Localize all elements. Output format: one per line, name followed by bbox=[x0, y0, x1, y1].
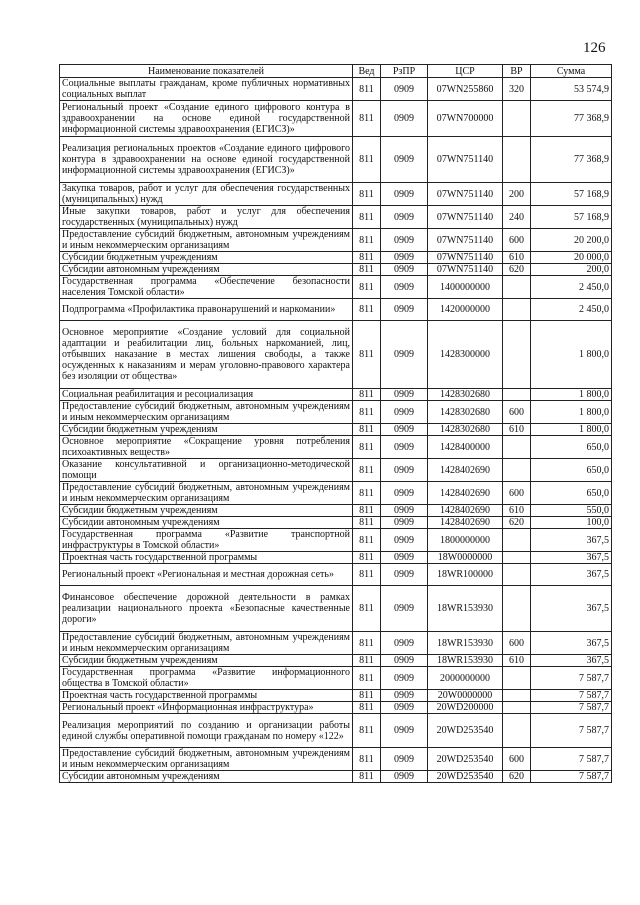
row-name: Реализация мероприятий по созданию и организации работы единой службы оперативной помощи гражданам по номеру «122» bbox=[60, 714, 353, 748]
row-ved: 811 bbox=[353, 137, 381, 183]
row-rzpr: 0909 bbox=[381, 206, 428, 229]
row-ved: 811 bbox=[353, 101, 381, 137]
row-csr: 1428302680 bbox=[428, 401, 503, 424]
row-sum: 1 800,0 bbox=[531, 389, 612, 401]
row-rzpr: 0909 bbox=[381, 702, 428, 714]
row-sum: 53 574,9 bbox=[531, 78, 612, 101]
row-name: Региональный проект «Создание единого цифрового контура в здравоохранении на основе единой государственной информационной системы здравоохранения (ЕГИСЗ)» bbox=[60, 101, 353, 137]
row-rzpr: 0909 bbox=[381, 401, 428, 424]
header-csr: ЦСР bbox=[428, 65, 503, 78]
row-csr: 20WD253540 bbox=[428, 771, 503, 783]
row-sum: 77 368,9 bbox=[531, 137, 612, 183]
row-name: Государственная программа «Развитие информационного общества в Томской области» bbox=[60, 667, 353, 690]
row-rzpr: 0909 bbox=[381, 78, 428, 101]
row-csr: 1428402690 bbox=[428, 482, 503, 505]
row-vr: 600 bbox=[503, 632, 531, 655]
row-sum: 77 368,9 bbox=[531, 101, 612, 137]
row-name: Основное мероприятие «Сокращение уровня потребления психоактивных веществ» bbox=[60, 436, 353, 459]
row-vr bbox=[503, 564, 531, 586]
table-row bbox=[60, 137, 612, 183]
row-vr bbox=[503, 389, 531, 401]
row-ved: 811 bbox=[353, 564, 381, 586]
row-rzpr: 0909 bbox=[381, 690, 428, 702]
row-ved: 811 bbox=[353, 299, 381, 321]
table-row bbox=[60, 667, 612, 690]
row-name: Предоставление субсидий бюджетным, автономным учреждениям и иным некоммерческим организациям bbox=[60, 482, 353, 505]
row-csr: 1428402690 bbox=[428, 459, 503, 482]
row-csr: 18WR153930 bbox=[428, 586, 503, 632]
row-csr: 20W0000000 bbox=[428, 690, 503, 702]
table-row bbox=[60, 632, 612, 655]
row-name: Финансовое обеспечение дорожной деятельности в рамках реализации национального проекта «Безопасные качественные дороги» bbox=[60, 586, 353, 632]
row-sum: 7 587,7 bbox=[531, 748, 612, 771]
table-row bbox=[60, 78, 612, 101]
row-ved: 811 bbox=[353, 505, 381, 517]
row-vr bbox=[503, 459, 531, 482]
row-ved: 811 bbox=[353, 517, 381, 529]
row-name: Субсидии автономным учреждениям bbox=[60, 264, 353, 276]
row-ved: 811 bbox=[353, 206, 381, 229]
row-vr: 600 bbox=[503, 401, 531, 424]
row-sum: 57 168,9 bbox=[531, 183, 612, 206]
row-vr: 620 bbox=[503, 264, 531, 276]
row-csr: 07WN751140 bbox=[428, 137, 503, 183]
row-sum: 20 000,0 bbox=[531, 252, 612, 264]
row-rzpr: 0909 bbox=[381, 748, 428, 771]
table-row bbox=[60, 690, 612, 702]
row-vr bbox=[503, 667, 531, 690]
row-name: Проектная часть государственной программы bbox=[60, 690, 353, 702]
row-csr: 1428302680 bbox=[428, 424, 503, 436]
row-sum: 100,0 bbox=[531, 517, 612, 529]
row-rzpr: 0909 bbox=[381, 137, 428, 183]
row-sum: 7 587,7 bbox=[531, 771, 612, 783]
row-vr: 240 bbox=[503, 206, 531, 229]
row-name: Закупка товаров, работ и услуг для обеспечения государственных (муниципальных) нужд bbox=[60, 183, 353, 206]
row-name: Предоставление субсидий бюджетным, автономным учреждениям и иным некоммерческим организациям bbox=[60, 229, 353, 252]
row-sum: 1 800,0 bbox=[531, 321, 612, 389]
table-row bbox=[60, 482, 612, 505]
row-csr: 1800000000 bbox=[428, 529, 503, 552]
row-vr: 320 bbox=[503, 78, 531, 101]
row-ved: 811 bbox=[353, 690, 381, 702]
row-ved: 811 bbox=[353, 264, 381, 276]
row-name: Региональный проект «Информационная инфраструктура» bbox=[60, 702, 353, 714]
row-name: Предоставление субсидий бюджетным, автономным учреждениям и иным некоммерческим организациям bbox=[60, 632, 353, 655]
row-csr: 1428400000 bbox=[428, 436, 503, 459]
row-sum: 1 800,0 bbox=[531, 424, 612, 436]
row-name: Подпрограмма «Профилактика правонарушений и наркомании» bbox=[60, 299, 353, 321]
row-rzpr: 0909 bbox=[381, 276, 428, 299]
table-row bbox=[60, 459, 612, 482]
row-ved: 811 bbox=[353, 252, 381, 264]
row-sum: 650,0 bbox=[531, 482, 612, 505]
table-row bbox=[60, 702, 612, 714]
row-ved: 811 bbox=[353, 424, 381, 436]
row-sum: 650,0 bbox=[531, 436, 612, 459]
row-ved: 811 bbox=[353, 632, 381, 655]
row-csr: 18WR100000 bbox=[428, 564, 503, 586]
row-sum: 367,5 bbox=[531, 529, 612, 552]
table-row bbox=[60, 586, 612, 632]
row-name: Субсидии бюджетным учреждениям bbox=[60, 252, 353, 264]
row-csr: 07WN700000 bbox=[428, 101, 503, 137]
table-row bbox=[60, 436, 612, 459]
row-rzpr: 0909 bbox=[381, 771, 428, 783]
row-ved: 811 bbox=[353, 655, 381, 667]
table-row bbox=[60, 714, 612, 748]
row-csr: 07WN751140 bbox=[428, 229, 503, 252]
table-row bbox=[60, 206, 612, 229]
row-ved: 811 bbox=[353, 667, 381, 690]
row-csr: 20WD253540 bbox=[428, 714, 503, 748]
row-sum: 2 450,0 bbox=[531, 299, 612, 321]
row-vr: 200 bbox=[503, 183, 531, 206]
row-sum: 20 200,0 bbox=[531, 229, 612, 252]
row-sum: 7 587,7 bbox=[531, 714, 612, 748]
row-name: Основное мероприятие «Создание условий для социальной адаптации и реабилитации лиц, больных наркоманией, лиц, отбывших наказание в местах лишения свободы, а также осужденных к наказаниям и мерам уголовно-правового характера без изоляции от общества» bbox=[60, 321, 353, 389]
row-rzpr: 0909 bbox=[381, 459, 428, 482]
row-name: Субсидии бюджетным учреждениям bbox=[60, 424, 353, 436]
row-name: Государственная программа «Обеспечение безопасности населения Томской области» bbox=[60, 276, 353, 299]
row-ved: 811 bbox=[353, 276, 381, 299]
header-rzpr: РзПР bbox=[381, 65, 428, 78]
row-sum: 7 587,7 bbox=[531, 667, 612, 690]
row-vr: 620 bbox=[503, 771, 531, 783]
row-rzpr: 0909 bbox=[381, 299, 428, 321]
row-ved: 811 bbox=[353, 78, 381, 101]
row-rzpr: 0909 bbox=[381, 229, 428, 252]
row-rzpr: 0909 bbox=[381, 321, 428, 389]
row-vr bbox=[503, 299, 531, 321]
table-row bbox=[60, 564, 612, 586]
table-row bbox=[60, 276, 612, 299]
row-rzpr: 0909 bbox=[381, 655, 428, 667]
row-sum: 7 587,7 bbox=[531, 690, 612, 702]
row-name: Предоставление субсидий бюджетным, автономным учреждениям и иным некоммерческим организациям bbox=[60, 401, 353, 424]
row-ved: 811 bbox=[353, 714, 381, 748]
row-csr: 1400000000 bbox=[428, 276, 503, 299]
row-vr bbox=[503, 714, 531, 748]
row-name: Иные закупки товаров, работ и услуг для обеспечения государственных (муниципальных) нужд bbox=[60, 206, 353, 229]
row-vr bbox=[503, 321, 531, 389]
row-csr: 18WR153930 bbox=[428, 655, 503, 667]
row-ved: 811 bbox=[353, 771, 381, 783]
row-rzpr: 0909 bbox=[381, 517, 428, 529]
table-row bbox=[60, 517, 612, 529]
row-sum: 550,0 bbox=[531, 505, 612, 517]
table-header-row bbox=[60, 65, 612, 78]
row-vr bbox=[503, 586, 531, 632]
row-vr bbox=[503, 552, 531, 564]
row-vr bbox=[503, 276, 531, 299]
row-ved: 811 bbox=[353, 529, 381, 552]
row-rzpr: 0909 bbox=[381, 252, 428, 264]
table-row bbox=[60, 101, 612, 137]
row-rzpr: 0909 bbox=[381, 264, 428, 276]
table-row bbox=[60, 505, 612, 517]
row-ved: 811 bbox=[353, 748, 381, 771]
row-csr: 20WD253540 bbox=[428, 748, 503, 771]
row-csr: 18WR153930 bbox=[428, 632, 503, 655]
row-ved: 811 bbox=[353, 321, 381, 389]
row-vr: 600 bbox=[503, 748, 531, 771]
row-ved: 811 bbox=[353, 183, 381, 206]
header-sum: Сумма bbox=[531, 65, 612, 78]
row-csr: 2000000000 bbox=[428, 667, 503, 690]
row-sum: 1 800,0 bbox=[531, 401, 612, 424]
table-row bbox=[60, 771, 612, 783]
row-vr bbox=[503, 702, 531, 714]
row-sum: 367,5 bbox=[531, 552, 612, 564]
row-sum: 367,5 bbox=[531, 564, 612, 586]
row-ved: 811 bbox=[353, 459, 381, 482]
row-vr bbox=[503, 529, 531, 552]
header-vr: ВР bbox=[503, 65, 531, 78]
row-name: Предоставление субсидий бюджетным, автономным учреждениям и иным некоммерческим организациям bbox=[60, 748, 353, 771]
row-name: Субсидии автономным учреждениям bbox=[60, 771, 353, 783]
table-row bbox=[60, 552, 612, 564]
row-rzpr: 0909 bbox=[381, 714, 428, 748]
table-row bbox=[60, 321, 612, 389]
row-csr: 20WD200000 bbox=[428, 702, 503, 714]
row-name: Оказание консультативной и организационно-методической помощи bbox=[60, 459, 353, 482]
table-row bbox=[60, 264, 612, 276]
row-csr: 1428402690 bbox=[428, 505, 503, 517]
table-body bbox=[60, 78, 612, 783]
row-name: Субсидии бюджетным учреждениям bbox=[60, 655, 353, 667]
row-vr: 610 bbox=[503, 252, 531, 264]
row-csr: 18W0000000 bbox=[428, 552, 503, 564]
row-rzpr: 0909 bbox=[381, 389, 428, 401]
row-rzpr: 0909 bbox=[381, 482, 428, 505]
row-name: Проектная часть государственной программы bbox=[60, 552, 353, 564]
row-sum: 367,5 bbox=[531, 632, 612, 655]
row-csr: 07WN751140 bbox=[428, 183, 503, 206]
row-vr: 600 bbox=[503, 482, 531, 505]
table-row bbox=[60, 299, 612, 321]
table-row bbox=[60, 529, 612, 552]
row-vr bbox=[503, 436, 531, 459]
row-vr: 620 bbox=[503, 517, 531, 529]
page-number: 126 bbox=[583, 40, 606, 56]
row-csr: 07WN751140 bbox=[428, 264, 503, 276]
row-name: Субсидии автономным учреждениям bbox=[60, 517, 353, 529]
row-rzpr: 0909 bbox=[381, 529, 428, 552]
table-row bbox=[60, 748, 612, 771]
row-name: Субсидии бюджетным учреждениям bbox=[60, 505, 353, 517]
table-row bbox=[60, 229, 612, 252]
row-sum: 7 587,7 bbox=[531, 702, 612, 714]
row-csr: 07WN255860 bbox=[428, 78, 503, 101]
table-row bbox=[60, 252, 612, 264]
row-csr: 07WN751140 bbox=[428, 252, 503, 264]
row-name: Региональный проект «Региональная и местная дорожная сеть» bbox=[60, 564, 353, 586]
row-ved: 811 bbox=[353, 436, 381, 459]
row-vr: 610 bbox=[503, 655, 531, 667]
row-name: Социальная реабилитация и ресоциализация bbox=[60, 389, 353, 401]
row-ved: 811 bbox=[353, 586, 381, 632]
row-vr bbox=[503, 690, 531, 702]
row-name: Социальные выплаты гражданам, кроме публичных нормативных социальных выплат bbox=[60, 78, 353, 101]
row-vr: 610 bbox=[503, 424, 531, 436]
row-sum: 2 450,0 bbox=[531, 276, 612, 299]
row-rzpr: 0909 bbox=[381, 436, 428, 459]
row-ved: 811 bbox=[353, 552, 381, 564]
row-sum: 650,0 bbox=[531, 459, 612, 482]
row-sum: 367,5 bbox=[531, 586, 612, 632]
row-ved: 811 bbox=[353, 482, 381, 505]
row-sum: 57 168,9 bbox=[531, 206, 612, 229]
row-csr: 1428402690 bbox=[428, 517, 503, 529]
table-row bbox=[60, 401, 612, 424]
row-rzpr: 0909 bbox=[381, 564, 428, 586]
row-name: Реализация региональных проектов «Создание единого цифрового контура в здравоохранении на основе единой государственной информационной системы здравоохранения (ЕГИСЗ)» bbox=[60, 137, 353, 183]
row-rzpr: 0909 bbox=[381, 586, 428, 632]
row-sum: 367,5 bbox=[531, 655, 612, 667]
header-ved: Вед bbox=[353, 65, 381, 78]
row-ved: 811 bbox=[353, 229, 381, 252]
row-name: Государственная программа «Развитие транспортной инфраструктуры в Томской области» bbox=[60, 529, 353, 552]
table-row bbox=[60, 389, 612, 401]
row-rzpr: 0909 bbox=[381, 424, 428, 436]
row-ved: 811 bbox=[353, 401, 381, 424]
table-row bbox=[60, 183, 612, 206]
row-vr bbox=[503, 101, 531, 137]
header-name: Наименование показателей bbox=[60, 65, 353, 78]
row-csr: 1420000000 bbox=[428, 299, 503, 321]
row-vr bbox=[503, 137, 531, 183]
row-ved: 811 bbox=[353, 389, 381, 401]
row-rzpr: 0909 bbox=[381, 101, 428, 137]
row-csr: 1428302680 bbox=[428, 389, 503, 401]
table-row bbox=[60, 655, 612, 667]
row-sum: 200,0 bbox=[531, 264, 612, 276]
table-row bbox=[60, 424, 612, 436]
row-ved: 811 bbox=[353, 702, 381, 714]
row-rzpr: 0909 bbox=[381, 505, 428, 517]
row-csr: 07WN751140 bbox=[428, 206, 503, 229]
row-rzpr: 0909 bbox=[381, 183, 428, 206]
row-vr: 610 bbox=[503, 505, 531, 517]
row-rzpr: 0909 bbox=[381, 632, 428, 655]
row-csr: 1428300000 bbox=[428, 321, 503, 389]
row-rzpr: 0909 bbox=[381, 667, 428, 690]
row-vr: 600 bbox=[503, 229, 531, 252]
row-rzpr: 0909 bbox=[381, 552, 428, 564]
budget-table bbox=[59, 64, 612, 783]
